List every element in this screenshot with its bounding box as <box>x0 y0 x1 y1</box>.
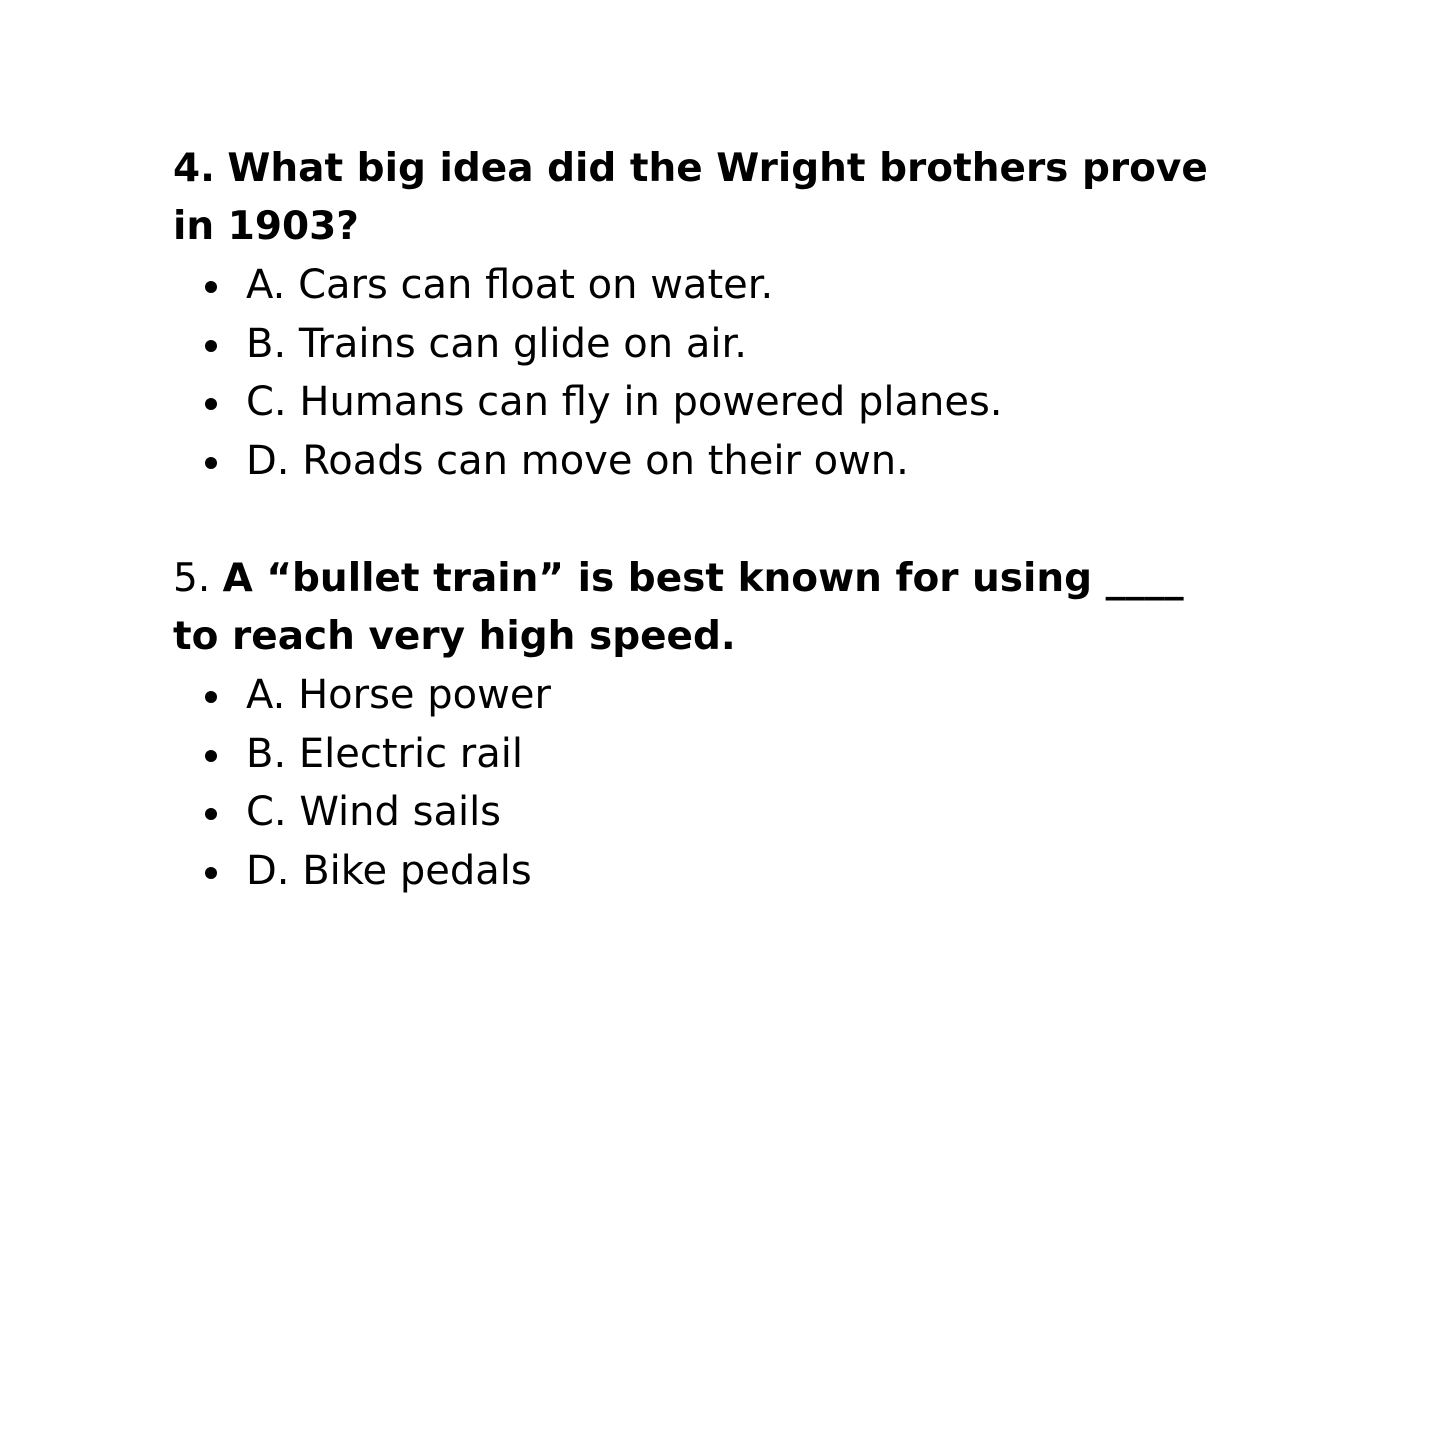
answer-option <box>173 432 1213 491</box>
answer-option <box>173 783 1213 842</box>
answer-option-label: D. Roads can move on their own. <box>246 437 909 484</box>
question-prompt: What big idea did the Wright brothers prove in 1903? <box>173 146 1208 249</box>
answer-option <box>173 373 1213 432</box>
bullet-icon <box>205 691 217 703</box>
answer-option-label: A. Cars can float on water. <box>246 262 774 308</box>
bullet-icon <box>205 340 217 352</box>
question-prompt: A “bullet train” is best known for using ____ to reach very high speed. <box>173 556 1184 659</box>
answer-option-label: C. Wind sails <box>246 789 502 835</box>
bullet-icon <box>205 457 217 469</box>
answer-option-label: D. Bike pedals <box>246 847 532 894</box>
answer-option <box>173 842 1213 901</box>
answer-option <box>173 256 1213 315</box>
question-block-5 <box>173 550 1213 900</box>
bullet-icon <box>205 867 217 879</box>
bullet-icon <box>205 281 217 293</box>
question-number: 5. <box>173 556 211 601</box>
answer-option-label: B. Electric rail <box>246 730 523 777</box>
answer-option-label: A. Horse power <box>246 672 551 718</box>
answer-options <box>173 666 1213 900</box>
question-text <box>173 550 1213 666</box>
question-number: 4. <box>173 146 215 191</box>
answer-option <box>173 315 1213 374</box>
answer-option-label: B. Trains can glide on air. <box>246 320 747 367</box>
bullet-icon <box>205 750 217 762</box>
answer-option-label: C. Humans can fly in powered planes. <box>246 379 1003 425</box>
bullet-icon <box>205 808 217 820</box>
answer-options <box>173 256 1213 490</box>
question-block-4 <box>173 140 1213 490</box>
answer-option <box>173 666 1213 725</box>
question-text <box>173 140 1213 256</box>
answer-option <box>173 725 1213 784</box>
quiz-page <box>173 140 1213 900</box>
bullet-icon <box>205 398 217 410</box>
